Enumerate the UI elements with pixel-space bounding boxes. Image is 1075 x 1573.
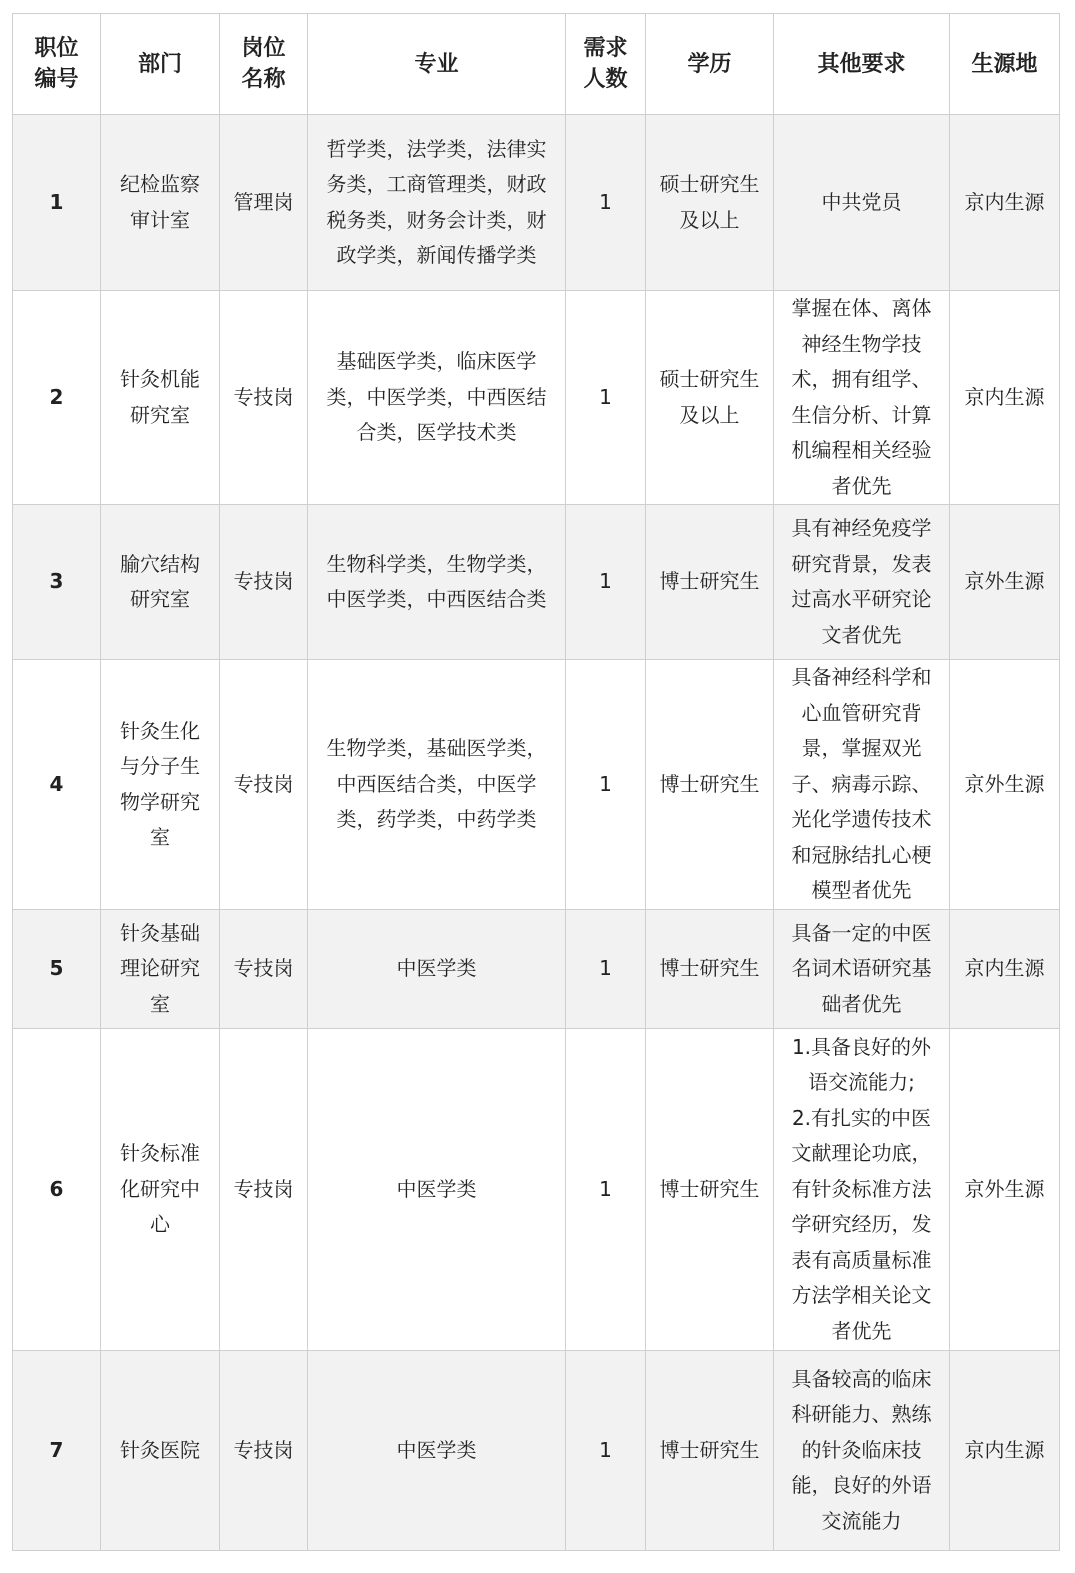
cell-other: 1.具备良好的外 语交流能力; 2.有扎实的中医 文献理论功底， 有针灸标准方法 学研究经历，发 表有高质量标准 方法学相关论文 者优先: [774, 1029, 950, 1351]
cell-edu: 博士研究生: [646, 910, 774, 1029]
table-row: [13, 1029, 1060, 1351]
header-other: 其他要求: [774, 14, 950, 115]
cell-other: 具备神经科学和 心血管研究背 景，掌握双光 子、病毒示踪、 光化学遗传技术 和冠脉结扎心梗 模型者优先: [774, 660, 950, 910]
cell-count: 1: [566, 291, 646, 505]
cell-edu: 硕士研究生 及以上: [646, 291, 774, 505]
cell-origin: 京内生源: [950, 1351, 1060, 1551]
cell-dept: 针灸标准 化研究中 心: [101, 1029, 220, 1351]
cell-major: 中医学类: [308, 910, 566, 1029]
cell-id: 5: [13, 910, 101, 1029]
cell-dept: 针灸机能 研究室: [101, 291, 220, 505]
table-row: [13, 291, 1060, 505]
cell-major: 哲学类，法学类，法律实 务类，工商管理类，财政 税务类，财务会计类，财 政学类，新闻传播学类: [308, 115, 566, 291]
cell-origin: 京内生源: [950, 910, 1060, 1029]
table-row: [13, 1351, 1060, 1551]
cell-post: 管理岗: [220, 115, 308, 291]
header-edu: 学历: [646, 14, 774, 115]
cell-id: 2: [13, 291, 101, 505]
cell-post: 专技岗: [220, 505, 308, 660]
cell-count: 1: [566, 505, 646, 660]
cell-id: 6: [13, 1029, 101, 1351]
cell-major: 生物科学类，生物学类， 中医学类，中西医结合类: [308, 505, 566, 660]
cell-dept: 纪检监察 审计室: [101, 115, 220, 291]
cell-id: 1: [13, 115, 101, 291]
recruitment-table: [12, 13, 1060, 1551]
cell-origin: 京外生源: [950, 660, 1060, 910]
cell-edu: 博士研究生: [646, 505, 774, 660]
table-row: [13, 115, 1060, 291]
cell-dept: 针灸医院: [101, 1351, 220, 1551]
cell-origin: 京内生源: [950, 115, 1060, 291]
cell-post: 专技岗: [220, 910, 308, 1029]
cell-count: 1: [566, 1029, 646, 1351]
cell-edu: 博士研究生: [646, 1029, 774, 1351]
cell-edu: 博士研究生: [646, 1351, 774, 1551]
cell-origin: 京内生源: [950, 291, 1060, 505]
cell-major: 基础医学类，临床医学 类，中医学类，中西医结 合类，医学技术类: [308, 291, 566, 505]
cell-count: 1: [566, 1351, 646, 1551]
cell-major: 生物学类，基础医学类， 中西医结合类，中医学 类，药学类，中药学类: [308, 660, 566, 910]
cell-post: 专技岗: [220, 291, 308, 505]
cell-origin: 京外生源: [950, 505, 1060, 660]
header-dept: 部门: [101, 14, 220, 115]
cell-post: 专技岗: [220, 660, 308, 910]
table-row: [13, 910, 1060, 1029]
cell-other: 具备较高的临床 科研能力、熟练 的针灸临床技 能，良好的外语 交流能力: [774, 1351, 950, 1551]
cell-dept: 腧穴结构 研究室: [101, 505, 220, 660]
cell-post: 专技岗: [220, 1029, 308, 1351]
cell-id: 7: [13, 1351, 101, 1551]
cell-edu: 硕士研究生 及以上: [646, 115, 774, 291]
cell-other: 具备一定的中医 名词术语研究基 础者优先: [774, 910, 950, 1029]
table-row: [13, 505, 1060, 660]
cell-count: 1: [566, 660, 646, 910]
cell-origin: 京外生源: [950, 1029, 1060, 1351]
header-row: [13, 14, 1060, 115]
cell-post: 专技岗: [220, 1351, 308, 1551]
cell-other: 具有神经免疫学 研究背景，发表 过高水平研究论 文者优先: [774, 505, 950, 660]
cell-edu: 博士研究生: [646, 660, 774, 910]
cell-count: 1: [566, 115, 646, 291]
header-id: 职位 编号: [13, 14, 101, 115]
cell-dept: 针灸生化 与分子生 物学研究 室: [101, 660, 220, 910]
cell-count: 1: [566, 910, 646, 1029]
cell-other: 掌握在体、离体 神经生物学技 术，拥有组学、 生信分析、计算 机编程相关经验 者优先: [774, 291, 950, 505]
header-count: 需求 人数: [566, 14, 646, 115]
header-major: 专业: [308, 14, 566, 115]
cell-id: 3: [13, 505, 101, 660]
header-post: 岗位 名称: [220, 14, 308, 115]
cell-major: 中医学类: [308, 1351, 566, 1551]
cell-id: 4: [13, 660, 101, 910]
header-origin: 生源地: [950, 14, 1060, 115]
cell-dept: 针灸基础 理论研究 室: [101, 910, 220, 1029]
cell-major: 中医学类: [308, 1029, 566, 1351]
cell-other: 中共党员: [774, 115, 950, 291]
table-row: [13, 660, 1060, 910]
